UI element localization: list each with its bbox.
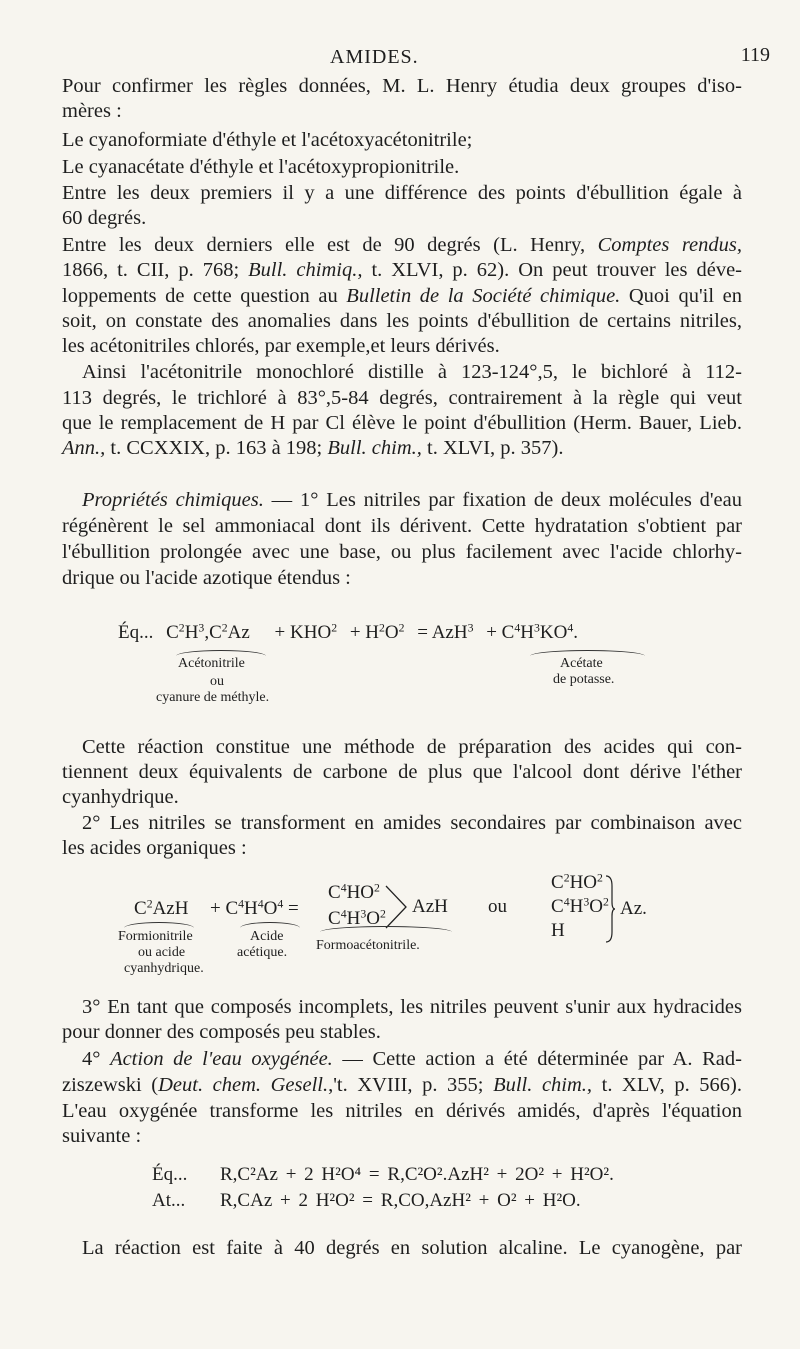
section-heading-line: Propriétés chimiques. — 1° Les nitriles par fixation de deux molécules d'eau	[82, 489, 743, 511]
text-line: que le remplacement de H par Cl élève le point d'ébullition (Herm. Bauer, Lieb.	[62, 412, 742, 434]
text-line: loppements de cette question au Bulletin de la Société chimique. Quoi qu'il en	[62, 285, 742, 307]
angle-bracket	[384, 882, 410, 932]
equation-3-row: R,CAz + 2 H²O² = R,CO,AzH² + O² + H²O.	[220, 1190, 581, 1211]
text-line: soit, on constate des anomalies dans les points d'ébullition de certains nitriles,	[62, 310, 742, 332]
page-header	[0, 44, 800, 74]
brace	[320, 926, 452, 932]
section-heading-line: 4° Action de l'eau oxygénée. — Cette action a été déterminée par A. Rad-	[82, 1048, 742, 1070]
text-line: l'ébullition prolongée avec une base, ou plus facilement avec l'acide chlorhy-	[62, 541, 742, 563]
text-line: Cette réaction constitue une méthode de préparation des acides qui con-	[82, 736, 742, 758]
equation-label: Acide	[250, 929, 284, 944]
text-line: pour donner des composés peu stables.	[62, 1021, 381, 1043]
equation-2-r2: $C^4H^3O^2$	[551, 895, 609, 917]
equation-2-azh: AzH	[412, 896, 448, 917]
text-line: L'eau oxygénée transforme les nitriles en dérivés amidés, d'après l'équation	[62, 1100, 742, 1122]
equation-label: ou acide	[138, 945, 186, 960]
text-line: les acétonitriles chlorés, par exemple,et leurs dérivés.	[62, 335, 500, 357]
brace	[124, 922, 194, 928]
text-line: cyanhydrique.	[62, 786, 179, 808]
equation-label: Acétate	[560, 656, 603, 671]
text-line: 1866, t. CII, p. 768; Bull. chimiq., t. XLVI, p. 62). On peut trouver les déve-	[62, 259, 743, 281]
equation-2-bottom: $C^4H^3O^2$	[328, 907, 386, 929]
equation-label: Formoacétonitrile.	[316, 938, 420, 953]
equation-label: ou	[210, 674, 224, 689]
text-line: Pour confirmer les règles données, M. L. Henry étudia deux groupes d'iso-	[62, 75, 742, 97]
text-line: tiennent deux équivalents de carbone de plus que l'alcool dont dérive l'éther	[62, 761, 742, 783]
running-title: AMIDES.	[330, 46, 419, 68]
equation-label: de potasse.	[553, 672, 615, 687]
equation-3-row: R,C²Az + 2 H²O⁴ = R,C²O².AzH² + 2O² + H²O².	[220, 1164, 614, 1185]
page-number: 119	[740, 44, 770, 66]
text-line: La réaction est faite à 40 degrés en solution alcaline. Le cyanogène, par	[82, 1237, 742, 1259]
equation-2-acid: + $C^4H^4O^4$ =	[210, 897, 299, 919]
text-line: 2° Les nitriles se transforment en amides secondaires par combinaison avec	[82, 812, 742, 834]
equation-3-label: Éq...	[152, 1164, 188, 1185]
equation-label: Acétonitrile	[178, 656, 245, 671]
text-line: mères :	[62, 100, 122, 122]
equation-2-az: Az.	[620, 898, 647, 919]
text-line: Entre les deux derniers elle est de 90 degrés (L. Henry, Comptes rendus,	[62, 234, 742, 256]
equation-3-label: At...	[152, 1190, 186, 1211]
text-line: suivante :	[62, 1125, 142, 1147]
text-line: 3° En tant que composés incomplets, les nitriles peuvent s'unir aux hydracides	[82, 996, 742, 1018]
equation-1: Éq... $C^2H^3,C^2Az + KHO^2 + H^2O^2 = AzH^3 + C^4H^3KO^4$.	[118, 621, 578, 643]
equation-2-left: $C^2AzH$	[134, 897, 189, 919]
text-line: Le cyanacétate d'éthyle et l'acétoxypropionitrile.	[62, 156, 460, 178]
equation-label: Formionitrile	[118, 929, 193, 944]
equation-2-or: ou	[488, 896, 507, 917]
equation-2-r1: $C^2HO^2$	[551, 871, 603, 893]
text-line: les acides organiques :	[62, 837, 247, 859]
equation-2-top: $C^4HO^2$	[328, 881, 380, 903]
text-line: régénèrent le sel ammoniacal dont ils dérivent. Cette hydratation s'obtient par	[62, 515, 742, 537]
text-line: 60 degrés.	[62, 207, 147, 229]
text-line: drique ou l'acide azotique étendus :	[62, 567, 351, 589]
equation-label: cyanure de méthyle.	[156, 690, 270, 705]
equation-2-r3: H	[551, 920, 565, 941]
text-line: Ainsi l'acétonitrile monochloré distille à 123-124°,5, le bichloré à 112-	[82, 361, 742, 383]
equation-label: acétique.	[237, 945, 288, 960]
equation-label: cyanhydrique.	[124, 961, 204, 976]
text-line: ziszewski (Deut. chem. Gesell.,'t. XVIII, p. 355; Bull. chim., t. XLV, p. 566).	[62, 1074, 742, 1096]
curly-brace	[604, 874, 616, 944]
text-line: 113 degrés, le trichloré à 83°,5-84 degrés, contrairement à la règle qui veut	[62, 387, 742, 409]
brace	[240, 922, 300, 928]
text-line: Ann., t. CCXXIX, p. 163 à 198; Bull. chim., t. XLVI, p. 357).	[62, 437, 564, 459]
text-line: Le cyanoformiate d'éthyle et l'acétoxyacétonitrile;	[62, 129, 473, 151]
text-line: Entre les deux premiers il y a une différence des points d'ébullition égale à	[62, 182, 742, 204]
